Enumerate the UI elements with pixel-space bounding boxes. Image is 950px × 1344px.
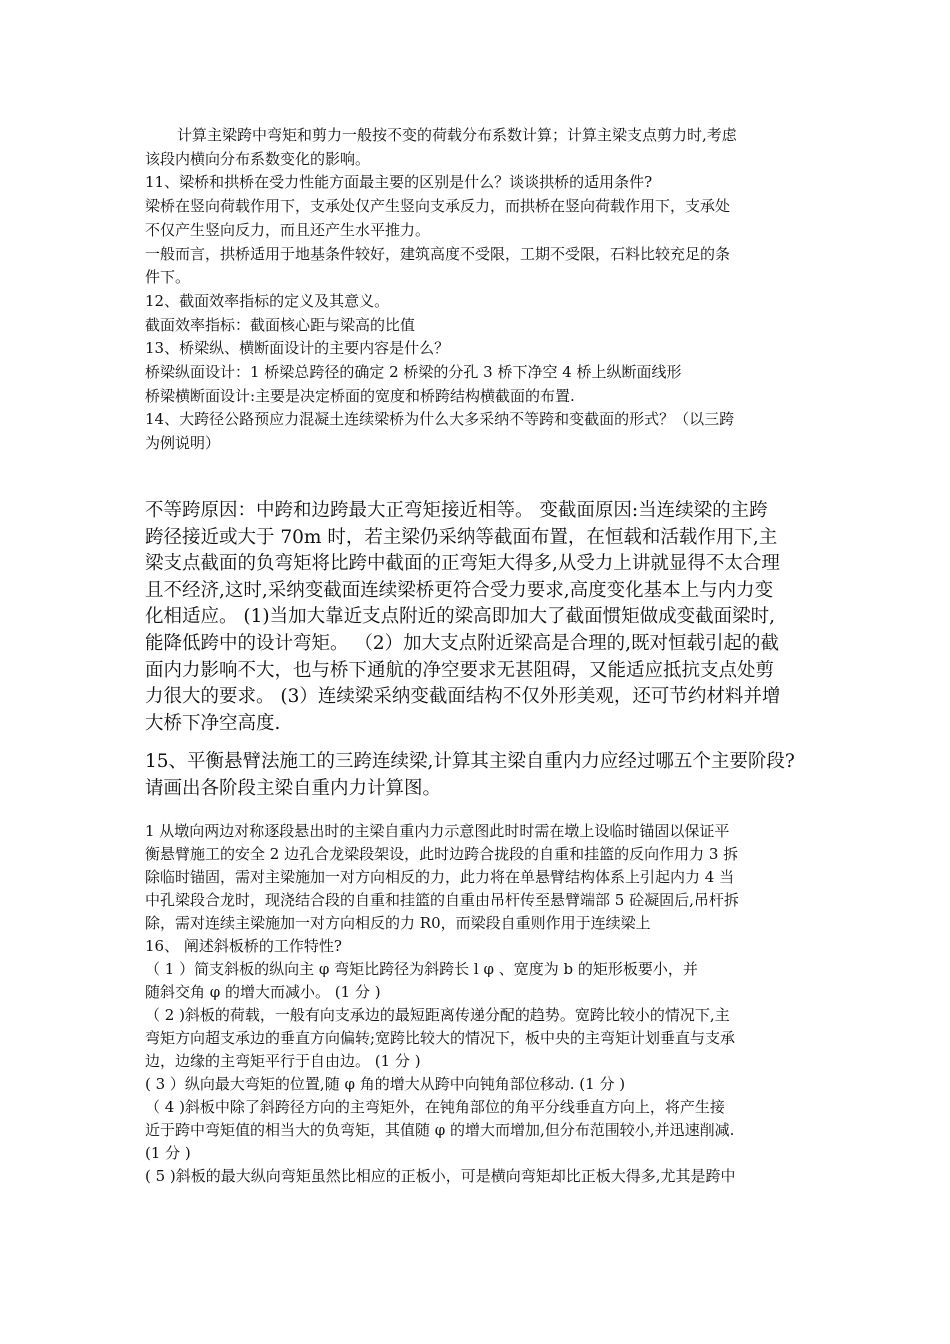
answer-line: ( 5 )斜板的最大纵向弯矩虽然比相应的正板小，可是横向弯矩却比正板大得多,尤其是跨中 <box>145 1167 736 1185</box>
question-13: 13、桥梁纵、横断面设计的主要内容是什么？ <box>145 339 450 358</box>
question-16: 16、 阐述斜板桥的工作特性? <box>145 937 342 955</box>
answer-line: 桥梁纵面设计：1 桥梁总跨径的确定 2 桥梁的分孔 3 桥下净空 4 桥上纵断面线形 <box>145 363 682 382</box>
answer-line: 边，边缘的主弯矩平行于自由边。 (1 分 ) <box>145 1052 421 1070</box>
answer-line: 梁桥在竖向荷载作用下，支承处仅产生竖向支承反力，而拱桥在竖向荷载作用下，支承处 <box>145 197 731 216</box>
answer-line: 除临时锚固，需对主梁施加一对方向相反的力，此力将在单悬臂结构体系上引起内力 4 当 <box>145 868 735 886</box>
question-14-cont: 为例说明） <box>145 434 221 453</box>
answer-line: 大桥下净空高度. <box>145 712 281 734</box>
answer-line: 随斜交角 φ 的增大而减小。 (1 分 ) <box>145 983 381 1001</box>
answer-15-and-question-16 <box>145 820 820 1188</box>
question-11: 11、梁桥和拱桥在受力性能方面最主要的区别是什么？谈谈拱桥的适用条件? <box>145 173 653 192</box>
answer-line: 中孔梁段合龙时，现浇结合段的自重和挂篮的自重由吊杆传至悬臂端部 5 砼凝固后,吊杆拆 <box>145 891 739 909</box>
paragraph-line: 该段内横向分布系数变化的影响。 <box>145 149 371 168</box>
answer-line: 不等跨原因：中跨和边跨最大正弯矩接近相等。 变截面原因:当连续梁的主跨 <box>145 500 768 521</box>
answer-line: 弯矩方向超支承边的垂直方向偏转;宽跨比较大的情况下，板中央的主弯矩计划垂直与支承 <box>145 1029 736 1047</box>
answer-line: 除，需对连续主梁施加一对方向相反的力 R0，而梁段自重则作用于连续梁上 <box>145 914 651 932</box>
answer-line: 1 从墩向两边对称逐段悬出时的主梁自重内力示意图此时时需在墩上设临时锚固以保证平 <box>145 822 730 840</box>
answer-line: 不仅产生竖向反力，而且还产生水平推力。 <box>145 220 431 239</box>
answer-line: 化相适应。 (1)当加大靠近支点附近的梁高即加大了截面惯矩做成变截面梁时, <box>145 606 775 628</box>
paragraph-line: 计算主梁跨中弯矩和剪力一般按不变的荷载分布系数计算；计算主梁支点剪力时,考虑 <box>177 126 737 144</box>
answer-line: 跨径接近或大于 70m 时，若主梁仍采纳等截面布置，在恒载和活载作用下,主 <box>145 526 778 548</box>
answer-line: 桥梁横断面设计:主要是决定桥面的宽度和桥跨结构横截面的布置. <box>145 386 575 405</box>
question-14: 14、大跨径公路预应力混凝土连续梁桥为什么大多采纳不等跨和变截面的形式？（以三跨 <box>145 410 735 429</box>
answer-line: (1 分 ) <box>145 1144 191 1162</box>
answer-line: 截面效率指标：截面核心距与梁高的比值 <box>145 315 416 334</box>
answer-line: 一般而言，拱桥适用于地基条件较好，建筑高度不受限，工期不受限，石料比较充足的条 <box>145 244 731 263</box>
answer-line: ( 3 ）纵向最大弯矩的位置,随 φ 角的增大从跨中向钝角部位移动. (1 分 ) <box>145 1075 626 1093</box>
question-line: 请画出各阶段主梁自重内力计算图。 <box>145 778 442 799</box>
answer-14 <box>145 498 820 737</box>
question-15 <box>145 748 820 802</box>
answer-line: （ 1 ）简支斜板的纵向主 φ 弯矩比跨径为斜跨长 l φ 、宽度为 b 的矩形板要小，并 <box>145 960 698 978</box>
qa-section-11-14 <box>145 124 820 456</box>
answer-line: （ 2 )斜板的荷载，一般有向支承边的最短距离传递分配的趋势。宽跨比较小的情况下,主 <box>145 1006 730 1024</box>
answer-line: 面内力影响不大，也与桥下通航的净空要求无甚阻碍，又能适应抵抗支点处剪 <box>145 659 775 681</box>
answer-line: 且不经济,这时,采纳变截面连续梁桥更符合受力要求,高度变化基本上与内力变 <box>145 579 774 601</box>
answer-line: 近于跨中弯矩值的相当大的负弯矩，其值随 φ 的增大而增加,但分布范围较小,并迅速削减. <box>145 1121 735 1139</box>
question-line: 15、平衡悬臂法施工的三跨连续梁,计算其主梁自重内力应经过哪五个主要阶段? <box>145 751 795 772</box>
answer-line: 衡悬臂施工的安全 2 边孔合龙梁段架设，此时边跨合拢段的自重和挂篮的反向作用力 3 拆 <box>145 845 739 863</box>
answer-line: （ 4 )斜板中除了斜跨径方向的主弯矩外，在钝角部位的角平分线垂直方向上，将产生接 <box>145 1098 725 1116</box>
answer-line: 梁支点截面的负弯矩将比跨中截面的正弯矩大得多,从受力上讲就显得不太合理 <box>145 553 780 575</box>
answer-line: 件下。 <box>145 268 191 287</box>
question-12: 12、截面效率指标的定义及其意义。 <box>145 291 390 310</box>
answer-line: 力很大的要求。 (3）连续梁采纳变截面结构不仅外形美观，还可节约材料并增 <box>145 686 781 708</box>
answer-line: 能降低跨中的设计弯矩。 （2）加大支点附近梁高是合理的,既对恒载引起的截 <box>145 632 780 654</box>
